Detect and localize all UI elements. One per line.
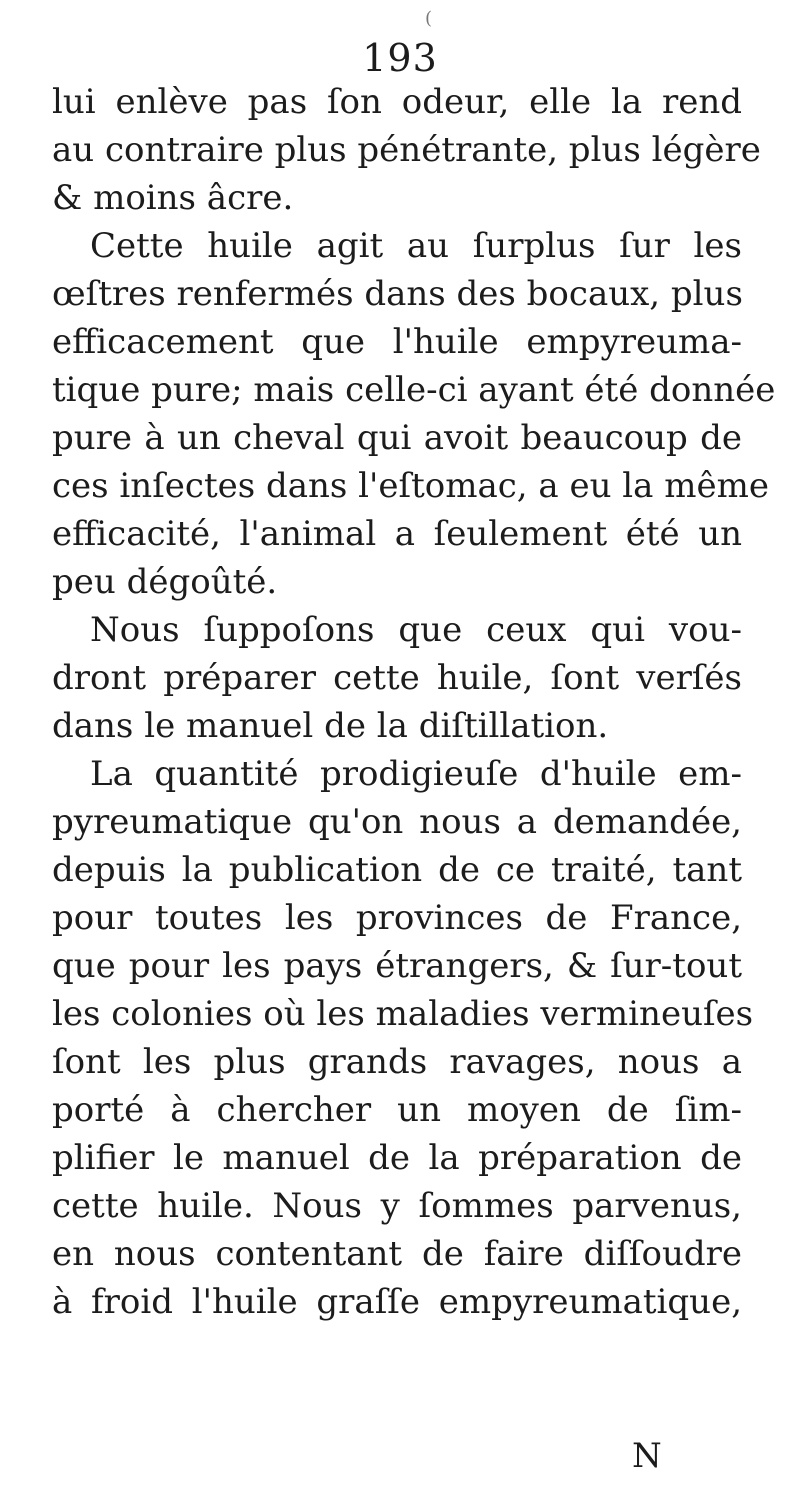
text-line: Nous ſuppoſons que ceux qui vou- [90,610,742,650]
text-line: peu dégoûté. [52,562,278,602]
body-text [52,78,776,1326]
text-line: les colonies où les maladies vermineuſes [52,994,754,1034]
text-line: que pour les pays étrangers, & ſur-tout [52,946,742,986]
text-line: efficacement que l'huile empyreuma- [52,322,742,362]
text-line: en nous contentant de faire diſſoudre [52,1234,742,1274]
text-line: pour toutes les provinces de France, [52,898,742,938]
signature-mark: N [632,1436,662,1476]
text-line: à froid l'huile graſſe empyreumatique, [52,1282,742,1322]
text-line: porté à chercher un moyen de ſim- [52,1090,742,1130]
text-line: ſont les plus grands ravages, nous a [52,1042,742,1082]
page-number: 193 [362,36,438,80]
text-line: depuis la publication de ce traité, tant [52,850,742,890]
text-line: lui enlève pas ſon odeur, elle la rend [52,82,742,122]
text-line: dront préparer cette huile, ſont verſés [52,658,742,698]
text-line: tique pure; mais celle-ci ayant été donnée [52,370,776,410]
text-line: plifier le manuel de la préparation de [52,1138,742,1178]
text-line: pyreumatique qu'on nous a demandée, [52,802,742,842]
text-line: au contraire plus pénétrante, plus légère [52,130,761,170]
text-line: efficacité, l'animal a ſeulement été un [52,514,742,554]
text-line: & moins âcre. [52,178,294,218]
text-line: ces inſectes dans l'eſtomac, a eu la même [52,466,769,506]
text-line: cette huile. Nous y ſommes parvenus, [52,1186,742,1226]
text-line: œſtres renfermés dans des bocaux, plus [52,274,743,314]
text-line: La quantité prodigieuſe d'huile em- [90,754,742,794]
text-line: dans le manuel de la diſtillation. [52,706,609,746]
margin-mark: ( [425,8,433,29]
text-line: pure à un cheval qui avoit beaucoup de [52,418,742,458]
text-line: Cette huile agit au ſurplus ſur les [90,226,742,266]
